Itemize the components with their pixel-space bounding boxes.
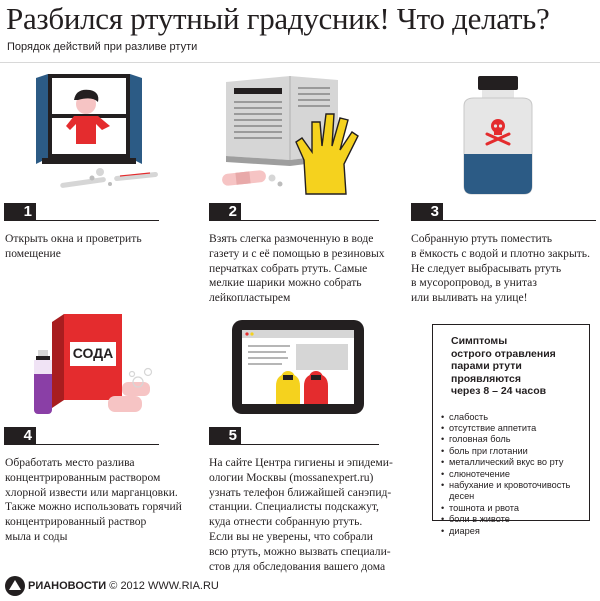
symptom-item: • боль при глотании [441, 446, 581, 457]
step-text-5: На сайте Центра гигиены и эпидеми- ологии Москвы (mossanexpert.ru) узнать телефон ближайшей санэпид- станции. Специалисты подскажут, куда отнести собранную ртуть. Если вы не уверены, что собрали всю ртуть, можно вызвать специали- стов для обследования вашего дома [209, 456, 393, 573]
step-divider-3 [411, 220, 596, 221]
symptom-item: • слабость [441, 412, 581, 423]
step-text-2: Взять слегка размоченную в воде газету и с её помощью в резиновых перчатках собрать ртуть. Самые мелкие шарики можно собрать лейкопластырем [209, 232, 385, 305]
symptom-item: • набухание и кровоточивость десен [441, 480, 581, 503]
step-number-2: 2 [209, 203, 241, 221]
symptoms-title: Симптомы острого отравления парами ртути проявляются через 8 – 24 часов [451, 335, 556, 397]
symptom-item: • диарея [441, 526, 581, 537]
symptom-item: • головная боль [441, 434, 581, 445]
page-title: Разбился ртутный градусник! Что делать? [6, 1, 550, 36]
step-number-5: 5 [209, 427, 241, 445]
header-divider [0, 62, 600, 63]
step-text-4: Обработать место разлива концентрированным раствором хлорной извести или марганцовки. Также можно использовать горячий концентрированный раствор мыла и соды [5, 456, 182, 543]
step-text-3: Собранную ртуть поместить в ёмкость с водой и плотно закрыть. Не следует выбрасывать ртуть в мусоропровод, в унитаз или выливать на улице! [411, 232, 590, 305]
symptom-item: • боли в животе [441, 514, 581, 525]
footer-copyright: © 2012 WWW.RIA.RU [109, 580, 219, 592]
step-number-3: 3 [411, 203, 443, 221]
step-number-1: 1 [4, 203, 36, 221]
step-number-4: 4 [4, 427, 36, 445]
jar-poison-icon [448, 72, 548, 197]
symptoms-list [441, 412, 581, 537]
soda-label: СОДА [72, 345, 114, 361]
step-divider-2 [209, 220, 379, 221]
footer [4, 575, 304, 597]
step-divider-4 [4, 444, 159, 445]
ria-logo-icon [4, 575, 26, 597]
symptom-item: • отсутствие аппетита [441, 423, 581, 434]
symptom-item: • тошнота и рвота [441, 503, 581, 514]
step-divider-1 [4, 220, 159, 221]
symptoms-box [432, 324, 590, 536]
step-divider-5 [209, 444, 379, 445]
symptom-item: • металлический вкус во рту [441, 457, 581, 468]
soda-bottle-icon [30, 312, 160, 422]
footer-credit [28, 580, 219, 592]
symptom-item: • слюнотечение [441, 469, 581, 480]
open-window-icon [30, 70, 165, 195]
tablet-icon [230, 318, 370, 418]
step-text-1: Открыть окна и проветрить помещение [5, 232, 142, 260]
newspaper-glove-icon [220, 72, 380, 197]
page-subtitle: Порядок действий при разливе ртути [7, 41, 198, 53]
footer-brand: РИАНОВОСТИ [28, 580, 107, 592]
